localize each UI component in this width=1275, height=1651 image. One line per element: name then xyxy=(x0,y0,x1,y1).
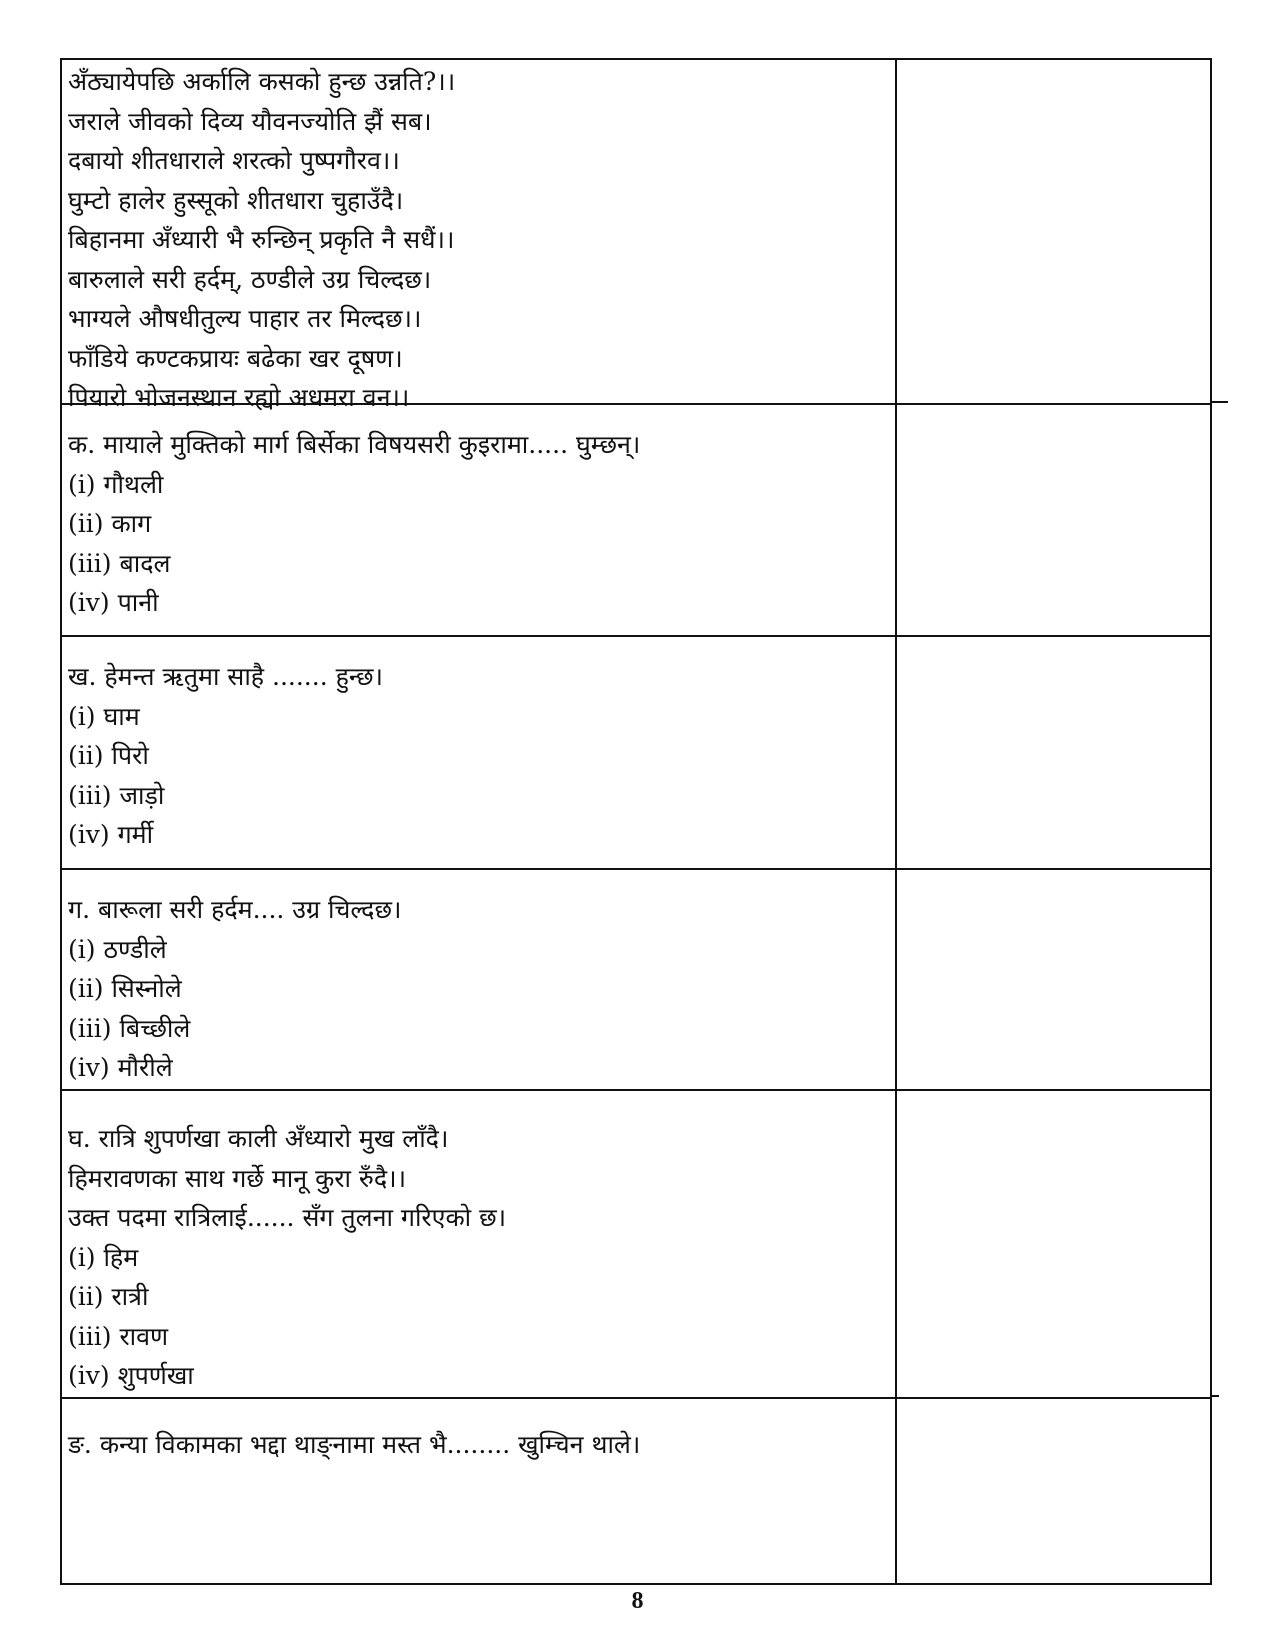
option: (iii) बादल xyxy=(68,548,171,578)
table-row-question-ga xyxy=(62,868,1210,1089)
poem-cell xyxy=(68,62,888,418)
table-row-question-gha xyxy=(62,1089,1210,1397)
option: (iv) शुपर्णखा xyxy=(68,1361,194,1390)
option: (ii) रात्री xyxy=(68,1282,149,1311)
option: (i) गौथली xyxy=(68,469,164,499)
question-cell xyxy=(68,657,888,855)
table-row-question-kha xyxy=(62,635,1210,868)
poem-line: जराले जीवको दिव्य यौवनज्योति झैं सब। xyxy=(68,106,432,136)
question-text: ङ. कन्या विकामका भद्दा थाङ्नामा मस्त भै........ खुम्चिन थाले। xyxy=(68,1430,641,1459)
option: (iv) मौरीले xyxy=(68,1053,173,1082)
rule-overhang xyxy=(1212,401,1228,403)
table-row-question-nga xyxy=(62,1397,1210,1583)
table-row-poem xyxy=(62,60,1210,412)
option: (ii) पिरो xyxy=(68,741,149,770)
poem-line: अँठ्यायेपछि अर्कालि कसको हुन्छ उन्नति?।। xyxy=(68,67,456,96)
option: (iv) पानी xyxy=(68,588,159,617)
table-row-question-ka xyxy=(62,403,1210,635)
option: (iii) रावण xyxy=(68,1321,169,1351)
question-text: ग. बारूला सरी हर्दम.... उग्र चिल्दछ। xyxy=(68,895,402,924)
question-cell xyxy=(68,425,888,623)
question-text: घ. रात्रि शुपर्णखा काली अँध्यारो मुख लाँदै। xyxy=(68,1124,449,1153)
option: (ii) काग xyxy=(68,509,152,538)
option: (iii) जाड़ो xyxy=(68,780,165,810)
question-text: ख. हेमन्त ऋतुमा साहै ....... हुन्छ। xyxy=(68,662,384,691)
option: (i) ठण्डीले xyxy=(68,934,167,964)
question-text: क. मायाले मुक्तिको मार्ग बिर्सेका विषयसरी कुइरामा..... घुम्छन्। xyxy=(68,430,641,459)
poem-line: बारुलाले सरी हर्दम्, ठण्डीले उग्र चिल्दछ। xyxy=(68,264,432,294)
question-table xyxy=(60,58,1212,1585)
poem-line: पियारो भोजनस्थान रह्यो अधमरा वन।। xyxy=(68,383,410,412)
poem-line: फाँडिये कण्टकप्रायः बढेका खर दूषण। xyxy=(68,343,403,373)
question-text: हिमरावणका साथ गर्छे मानू कुरा रुँदै।। xyxy=(68,1163,407,1193)
option: (i) घाम xyxy=(68,701,140,731)
option: (iv) गर्मी xyxy=(68,820,154,849)
option: (ii) सिस्नोले xyxy=(68,974,182,1003)
question-cell xyxy=(68,890,888,1088)
poem-line: दबायो शीतधाराले शरत्को पुष्पगौरव।। xyxy=(68,146,400,175)
poem-line: घुम्टो हालेर हुस्सूको शीतधारा चुहाउँदै। xyxy=(68,185,404,215)
question-text: उक्त पदमा रात्रिलाई...... सँग तुलना गरिएको छ। xyxy=(68,1203,507,1232)
option: (iii) बिच्छीले xyxy=(68,1013,191,1043)
question-cell xyxy=(68,1425,888,1465)
page-number: 8 xyxy=(631,1588,644,1614)
column-divider xyxy=(895,60,897,1583)
rule-overhang xyxy=(1212,1395,1219,1397)
question-cell xyxy=(68,1119,888,1396)
poem-line: भाग्यले औषधीतुल्य पाहार तर मिल्दछ।। xyxy=(68,304,422,333)
option: (i) हिम xyxy=(68,1242,139,1272)
poem-line: बिहानमा अँध्यारी भै रुन्छिन् प्रकृति नै सधैं।। xyxy=(68,225,455,254)
